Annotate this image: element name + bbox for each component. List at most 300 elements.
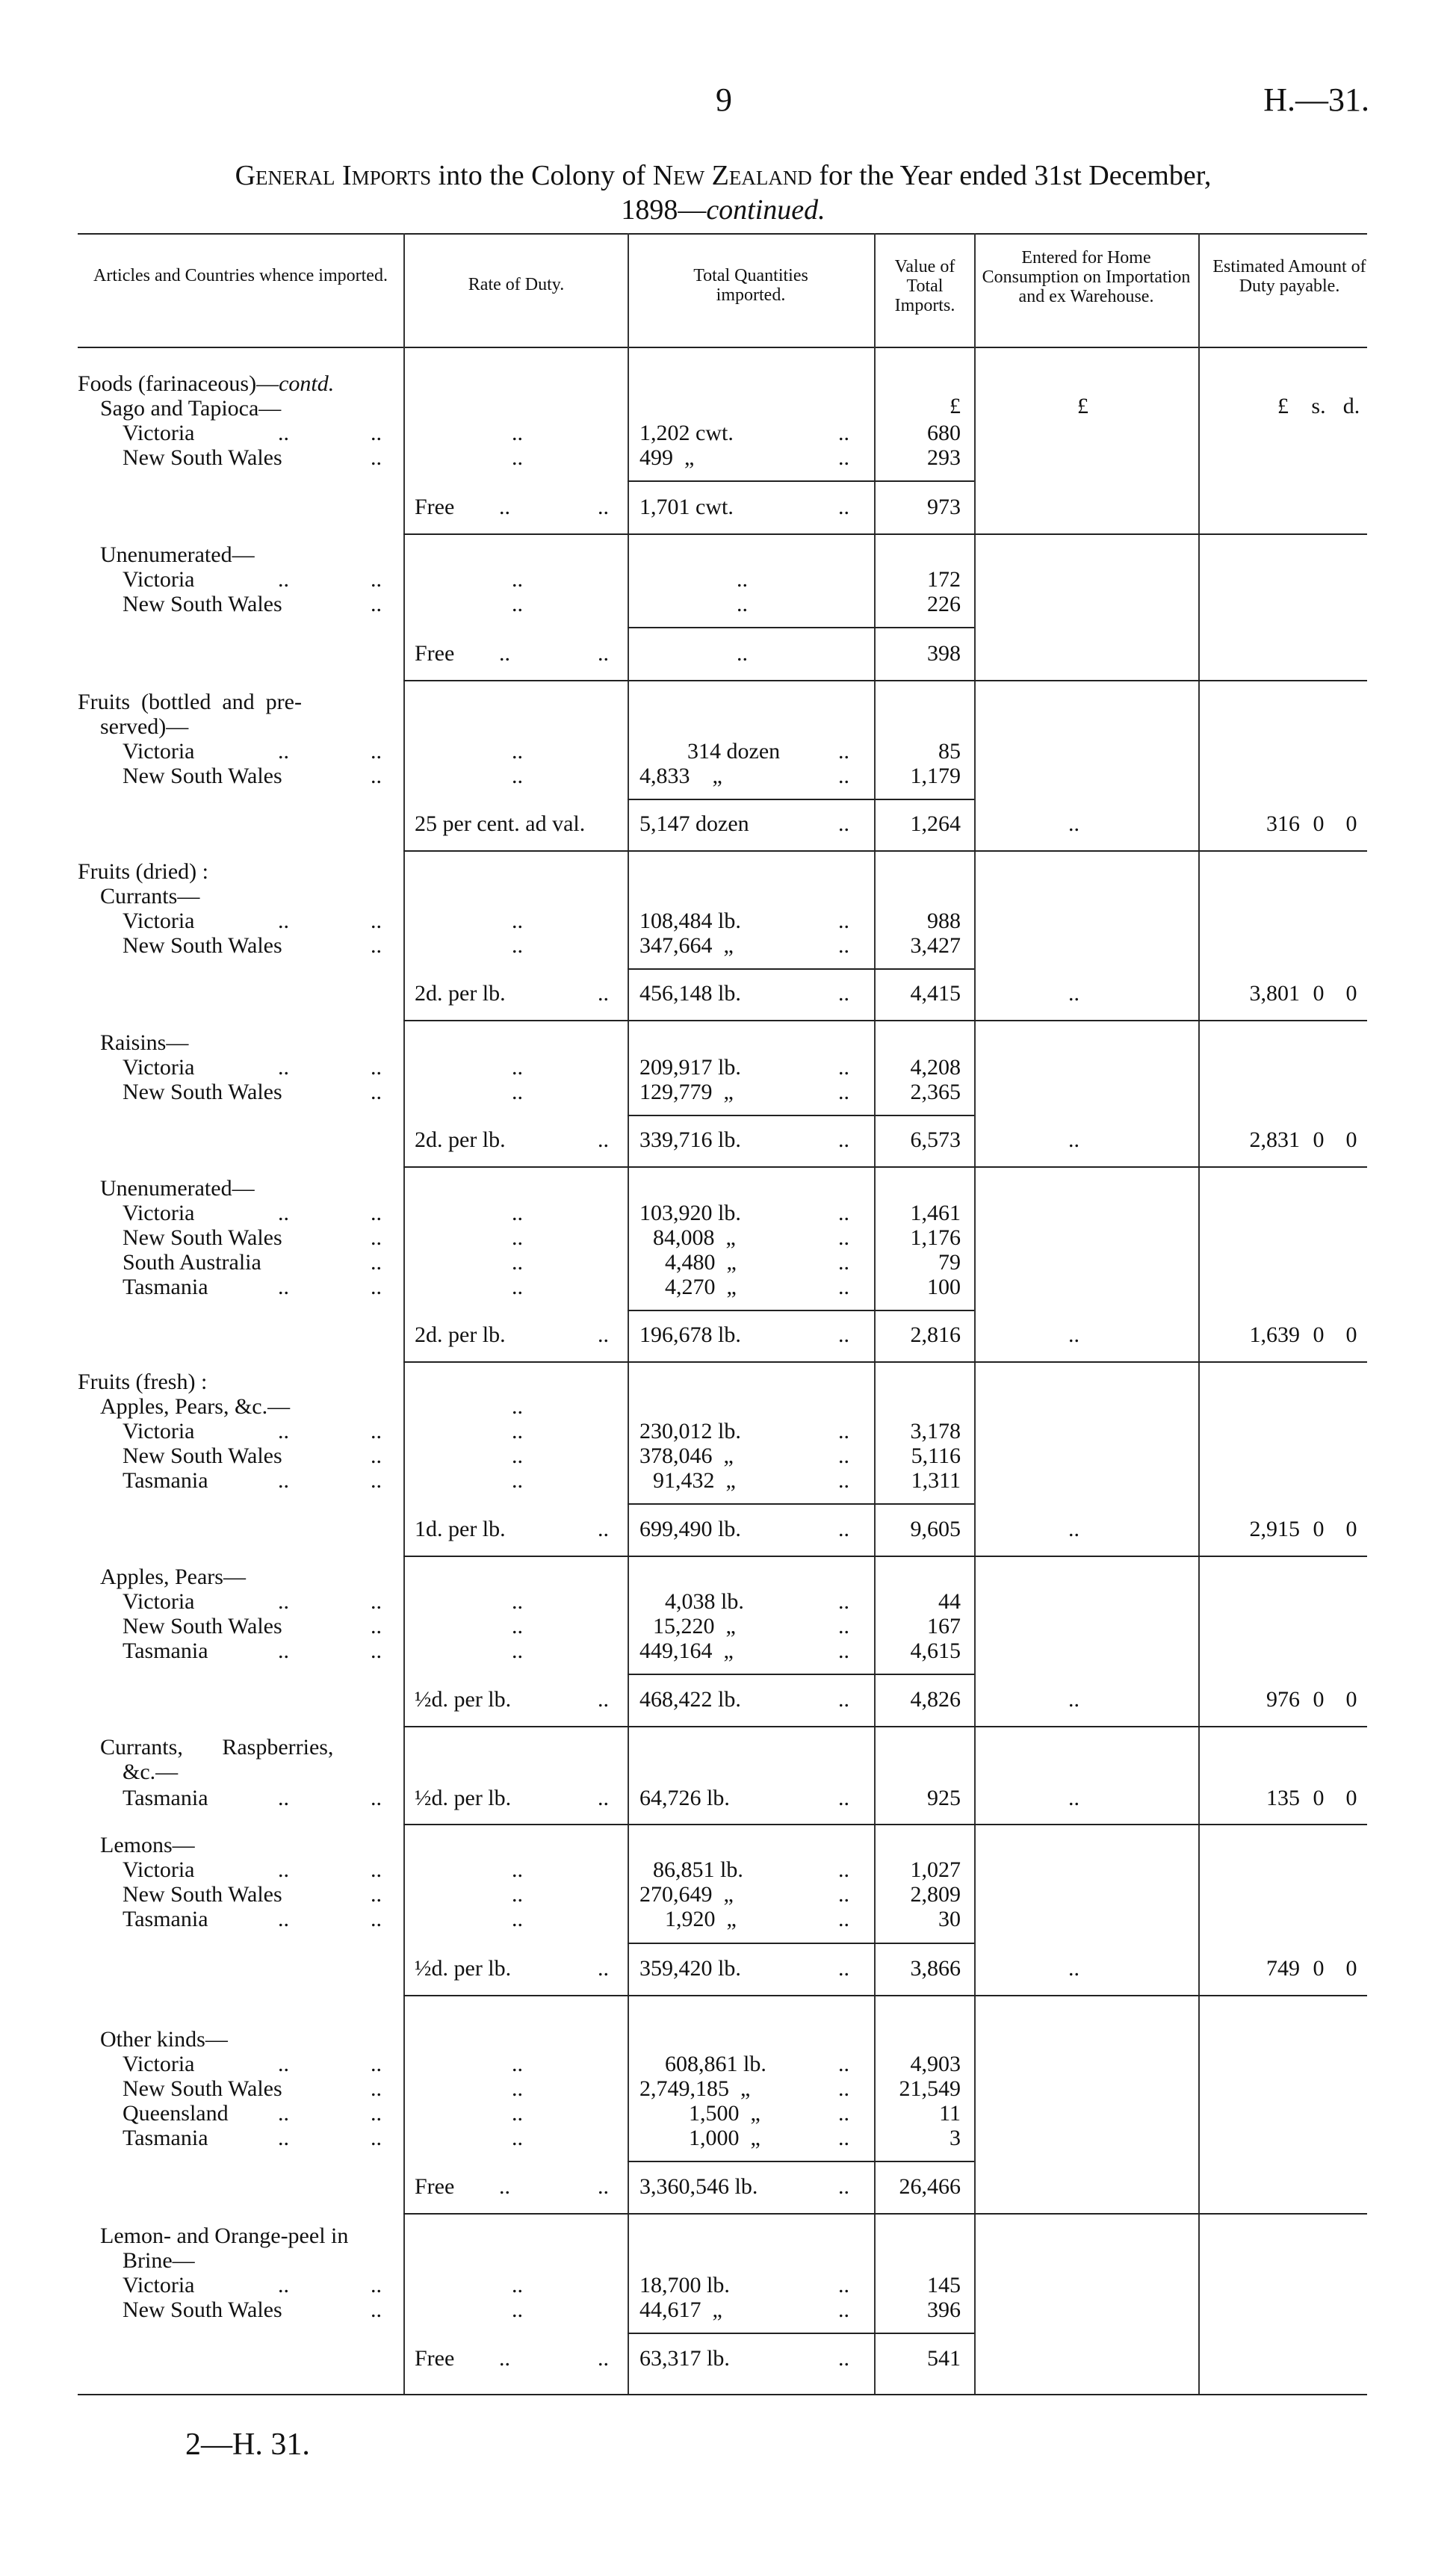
- table-row: [0, 1443, 1456, 1468]
- cell-text: 84,008 „: [653, 1225, 736, 1250]
- cell-text: 1,000 „: [689, 2126, 760, 2150]
- cell-text: ..: [371, 933, 382, 958]
- table-row: [0, 592, 1456, 616]
- cell-text: 976: [1266, 1687, 1300, 1712]
- cell-text: ..: [512, 1275, 523, 1299]
- total-row: [0, 641, 1456, 666]
- cell-text: ..: [598, 981, 609, 1006]
- cell-text: ..: [598, 2346, 609, 2371]
- cell-text: 0: [1313, 1786, 1325, 1810]
- cell-text: ..: [371, 2052, 382, 2076]
- cell-text: ..: [838, 1055, 849, 1080]
- cell-text: New South Wales: [123, 1443, 282, 1468]
- cell-text: ..: [371, 1250, 382, 1275]
- cell-text: ..: [371, 764, 382, 788]
- cell-text: 314 dozen: [687, 739, 781, 764]
- cell-text: ..: [278, 2052, 289, 2076]
- cell-text: 0: [1313, 811, 1325, 836]
- cell-text: ..: [838, 1614, 849, 1638]
- cell-text: Tasmania: [123, 1907, 208, 1931]
- cell-text: New South Wales: [123, 592, 282, 616]
- cell-text: ..: [512, 567, 523, 592]
- total-row: [0, 1127, 1456, 1152]
- cell-text: 1,639: [1249, 1322, 1300, 1347]
- pence-unit: d.: [1342, 394, 1360, 418]
- header-quantity: Total Quantities imported.: [693, 266, 808, 305]
- cell-text: 378,046 „: [639, 1443, 734, 1468]
- cell-text: 680: [927, 421, 961, 445]
- total-row: [0, 981, 1456, 1006]
- cell-text: ..: [512, 2101, 523, 2126]
- cell-text: 15,220 „: [653, 1614, 736, 1638]
- cell-text: ..: [278, 1201, 289, 1225]
- cell-text: 79: [938, 1250, 961, 1275]
- cell-text: ..: [499, 2174, 510, 2199]
- cell-text: ..: [838, 445, 849, 470]
- cell-text: 973: [927, 495, 961, 519]
- cell-text: 103,920 lb.: [639, 1201, 741, 1225]
- cell-text: ..: [499, 2346, 510, 2371]
- table-row: [0, 421, 1456, 445]
- cell-text: ..: [371, 445, 382, 470]
- cell-text: ..: [278, 1468, 289, 1493]
- cell-text: 2,831: [1249, 1127, 1300, 1152]
- cell-text: ..: [371, 2076, 382, 2101]
- cell-text: ..: [512, 909, 523, 933]
- cell-text: ..: [838, 2297, 849, 2322]
- table-row: [0, 2052, 1456, 2076]
- cell-text: ..: [1068, 1956, 1079, 1981]
- subtotal-rule: [628, 799, 974, 800]
- pounds-unit: £: [1277, 394, 1289, 418]
- table-bottom-rule: [78, 2394, 1367, 2395]
- cell-text: 1,202 cwt.: [639, 421, 734, 445]
- cell-text: contd.: [279, 371, 335, 396]
- cell-text: ..: [838, 1201, 849, 1225]
- group-rule: [403, 1726, 1367, 1727]
- cell-text: ..: [598, 1956, 609, 1981]
- cell-text: ..: [371, 909, 382, 933]
- cell-text: Victoria: [123, 1055, 195, 1080]
- cell-text: 4,208: [910, 1055, 961, 1080]
- group-rule: [403, 2213, 1367, 2215]
- cell-text: ..: [278, 2126, 289, 2150]
- cell-text: ..: [1068, 1517, 1079, 1541]
- cell-text: New South Wales: [123, 933, 282, 958]
- cell-text: Unenumerated—: [100, 542, 255, 567]
- cell-text: ..: [512, 445, 523, 470]
- cell-text: ..: [838, 1322, 849, 1347]
- cell-text: ..: [598, 1786, 609, 1810]
- cell-text: ..: [737, 641, 748, 666]
- cell-text: ..: [512, 1589, 523, 1614]
- cell-text: Free: [415, 641, 455, 666]
- cell-text: ..: [1068, 981, 1079, 1006]
- table-row: [0, 1614, 1456, 1638]
- cell-text: ..: [512, 933, 523, 958]
- cell-text: ..: [838, 1419, 849, 1443]
- subheading: [0, 542, 1456, 567]
- cell-text: 468,422 lb.: [639, 1687, 741, 1712]
- cell-text: ..: [598, 495, 609, 519]
- total-row: [0, 811, 1456, 836]
- cell-text: ..: [838, 933, 849, 958]
- cell-text: New South Wales: [123, 764, 282, 788]
- title-lead: General Imports: [235, 160, 432, 191]
- cell-text: 6,573: [910, 1127, 961, 1152]
- cell-text: 1,264: [910, 811, 961, 836]
- cell-text: ..: [278, 909, 289, 933]
- subtotal-rule: [628, 1503, 974, 1505]
- table-row: [0, 739, 1456, 764]
- cell-text: 5,147 dozen: [639, 811, 749, 836]
- cell-text: ..: [598, 1687, 609, 1712]
- subheading: [0, 1565, 1456, 1589]
- cell-text: 0: [1313, 1687, 1325, 1712]
- subtotal-rule: [628, 968, 974, 970]
- cell-text: 85: [938, 739, 961, 764]
- cell-text: 4,615: [910, 1638, 961, 1663]
- cell-text: ..: [838, 2101, 849, 2126]
- cell-text: 3,178: [910, 1419, 961, 1443]
- subtotal-rule: [628, 1943, 974, 1944]
- cell-text: ..: [598, 1322, 609, 1347]
- cell-text: ..: [371, 1468, 382, 1493]
- cell-text: ..: [838, 2346, 849, 2371]
- cell-text: ..: [512, 2297, 523, 2322]
- cell-text: 4,270 „: [665, 1275, 737, 1299]
- cell-text: 0: [1345, 1517, 1357, 1541]
- cell-text: ..: [371, 1080, 382, 1104]
- cell-text: ..: [838, 1589, 849, 1614]
- subtotal-rule: [628, 2161, 974, 2162]
- cell-text: ..: [278, 2273, 289, 2297]
- cell-text: 3,427: [910, 933, 961, 958]
- cell-text: 316: [1266, 811, 1300, 836]
- cell-text: 135: [1266, 1786, 1300, 1810]
- cell-text: Tasmania: [123, 1275, 208, 1299]
- cell-text: 44: [938, 1589, 961, 1614]
- cell-text: ..: [838, 1907, 849, 1931]
- cell-text: 2,816: [910, 1322, 961, 1347]
- cell-text: ..: [1068, 811, 1079, 836]
- cell-text: New South Wales: [123, 2297, 282, 2322]
- cell-text: ..: [278, 1275, 289, 1299]
- cell-text: ..: [838, 1443, 849, 1468]
- table-row: [0, 1468, 1456, 1493]
- subheading: [0, 1394, 1456, 1419]
- cell-text: 0: [1345, 1322, 1357, 1347]
- cell-text: South Australia: [123, 1250, 261, 1275]
- cell-text: 63,317 lb.: [639, 2346, 730, 2371]
- group-rule: [403, 1824, 1367, 1825]
- cell-text: 86,851 lb.: [653, 1857, 743, 1882]
- group-rule: [403, 1166, 1367, 1168]
- cell-text: 196,678 lb.: [639, 1322, 741, 1347]
- subtotal-rule: [628, 1310, 974, 1311]
- cell-text: ..: [838, 2126, 849, 2150]
- cell-text: 925: [927, 1786, 961, 1810]
- cell-text: ..: [598, 1517, 609, 1541]
- cell-text: Fruits (fresh) :: [78, 1370, 208, 1394]
- cell-text: ..: [371, 1882, 382, 1907]
- cell-text: ..: [371, 1907, 382, 1931]
- cell-text: ..: [838, 1857, 849, 1882]
- cell-text: ½d. per lb.: [415, 1687, 512, 1712]
- header-bottom-rule: [78, 347, 1367, 348]
- cell-text: 172: [927, 567, 961, 592]
- cell-text: 21,549: [899, 2076, 961, 2101]
- cell-text: ..: [512, 1857, 523, 1882]
- cell-text: ..: [371, 592, 382, 616]
- header-rate: Rate of Duty.: [468, 275, 565, 294]
- table-row: [0, 1201, 1456, 1225]
- cell-text: 5,116: [911, 1443, 961, 1468]
- cell-text: Tasmania: [123, 1638, 208, 1663]
- table-row: [0, 1907, 1456, 1931]
- cell-text: 1,311: [911, 1468, 961, 1493]
- cell-text: ..: [278, 1589, 289, 1614]
- cell-text: 3,801: [1249, 981, 1300, 1006]
- cell-text: ..: [838, 1956, 849, 1981]
- cell-text: 0: [1345, 981, 1357, 1006]
- subtotal-rule: [628, 1115, 974, 1116]
- cell-text: 699,490 lb.: [639, 1517, 741, 1541]
- cell-text: ..: [838, 1638, 849, 1663]
- subheading: [0, 2223, 1456, 2248]
- cell-text: ..: [512, 1907, 523, 1931]
- cell-text: 456,148 lb.: [639, 981, 741, 1006]
- subheading: [0, 1833, 1456, 1857]
- cell-text: 2,809: [910, 1882, 961, 1907]
- cell-text: ..: [838, 981, 849, 1006]
- cell-text: ..: [1068, 1786, 1079, 1810]
- group-rule: [403, 1020, 1367, 1021]
- group-rule: [403, 533, 1367, 535]
- cell-text: 3,360,546 lb.: [639, 2174, 758, 2199]
- cell-text: New South Wales: [123, 1225, 282, 1250]
- cell-text: 9,605: [910, 1517, 961, 1541]
- cell-text: 3: [950, 2126, 961, 2150]
- footer-reference: 2—H. 31.: [185, 2427, 310, 2462]
- total-row: [0, 1786, 1456, 1810]
- cell-text: 499 „: [639, 445, 695, 470]
- table-row: [0, 764, 1456, 788]
- shillings-unit: s.: [1311, 394, 1326, 418]
- cell-text: 2d. per lb.: [415, 1127, 506, 1152]
- cell-text: Victoria: [123, 1857, 195, 1882]
- cell-text: 270,649 „: [639, 1882, 734, 1907]
- cell-text: ..: [838, 1882, 849, 1907]
- cell-text: 988: [927, 909, 961, 933]
- total-row: [0, 1956, 1456, 1981]
- cell-text: 749: [1266, 1956, 1300, 1981]
- table-row: [0, 1419, 1456, 1443]
- cell-text: ..: [598, 641, 609, 666]
- cell-text: ..: [838, 2273, 849, 2297]
- header-articles: Articles and Countries whence imported.: [93, 266, 388, 285]
- cell-text: 25 per cent. ad val.: [415, 811, 586, 836]
- cell-text: 2d. per lb.: [415, 981, 506, 1006]
- cell-text: 1,027: [910, 1857, 961, 1882]
- table-row: [0, 933, 1456, 958]
- cell-text: Currants—: [100, 884, 200, 909]
- cell-text: ..: [512, 2052, 523, 2076]
- cell-text: Victoria: [123, 1589, 195, 1614]
- cell-text: 2,365: [910, 1080, 961, 1104]
- cell-text: ..: [278, 2101, 289, 2126]
- cell-text: 100: [927, 1275, 961, 1299]
- table-row: [0, 2126, 1456, 2150]
- cell-text: Apples, Pears—: [100, 1565, 246, 1589]
- cell-text: 359,420 lb.: [639, 1956, 741, 1981]
- cell-text: ..: [838, 1786, 849, 1810]
- cell-text: ½d. per lb.: [415, 1786, 512, 1810]
- cell-text: ..: [371, 1786, 382, 1810]
- cell-text: 91,432 „: [653, 1468, 736, 1493]
- subtotal-rule: [628, 480, 974, 482]
- cell-text: ..: [278, 1907, 289, 1931]
- cell-text: Foods (farinaceous)—: [78, 371, 279, 396]
- cell-text: Free: [415, 495, 455, 519]
- cell-text: ..: [512, 1080, 523, 1104]
- cell-text: ..: [512, 592, 523, 616]
- cell-text: ..: [278, 1419, 289, 1443]
- cell-text: 4,480 „: [665, 1250, 737, 1275]
- cell-text: Victoria: [123, 2273, 195, 2297]
- cell-text: ..: [371, 1857, 382, 1882]
- cell-text: New South Wales: [123, 1882, 282, 1907]
- cell-text: ..: [838, 1687, 849, 1712]
- table-row: [0, 445, 1456, 470]
- table-row: [0, 1275, 1456, 1299]
- cell-text: ..: [838, 2174, 849, 2199]
- cell-text: ..: [512, 421, 523, 445]
- table-row: [0, 1882, 1456, 1907]
- cell-text: ..: [838, 1517, 849, 1541]
- header-duty: Estimated Amount of Duty payable.: [1212, 257, 1366, 296]
- cell-text: ..: [838, 495, 849, 519]
- cell-text: ..: [512, 1638, 523, 1663]
- title-continued: continued.: [706, 194, 825, 226]
- cell-text: ..: [512, 764, 523, 788]
- cell-text: ..: [278, 1055, 289, 1080]
- group-rule: [403, 680, 1367, 681]
- table-row: [0, 1080, 1456, 1104]
- cell-text: ..: [371, 1614, 382, 1638]
- subtotal-rule: [628, 627, 974, 628]
- cell-text: 0: [1345, 1127, 1357, 1152]
- cell-text: Queensland: [123, 2101, 229, 2126]
- cell-text: Tasmania: [123, 1468, 208, 1493]
- cell-text: New South Wales: [123, 445, 282, 470]
- title-tail: for the Year ended 31st December,: [819, 160, 1212, 191]
- cell-text: ..: [278, 567, 289, 592]
- cell-text: ..: [512, 1468, 523, 1493]
- cell-text: 11: [939, 2101, 961, 2126]
- subheading: [0, 2027, 1456, 2052]
- cell-text: 1d. per lb.: [415, 1517, 506, 1541]
- total-row: [0, 2346, 1456, 2371]
- cell-text: Unenumerated—: [100, 1176, 255, 1201]
- cell-text: ..: [512, 1419, 523, 1443]
- cell-text: ..: [838, 764, 849, 788]
- subheading: [0, 1735, 1456, 1760]
- cell-text: ..: [838, 1275, 849, 1299]
- cell-text: 108,484 lb.: [639, 909, 741, 933]
- section-heading: [0, 690, 1456, 714]
- cell-text: 0: [1345, 1786, 1357, 1810]
- section-heading-text: [78, 371, 391, 396]
- cell-text: 0: [1313, 981, 1325, 1006]
- total-row: [0, 1517, 1456, 1541]
- cell-text: ½d. per lb.: [415, 1956, 512, 1981]
- cell-text: ..: [1068, 1127, 1079, 1152]
- title-mid: into the Colony of: [438, 160, 646, 191]
- cell-text: 0: [1313, 1517, 1325, 1541]
- cell-text: ..: [598, 2174, 609, 2199]
- subheading: [0, 396, 1456, 421]
- cell-text: ..: [737, 592, 748, 616]
- cell-text: ..: [371, 739, 382, 764]
- cell-text: 4,826: [910, 1687, 961, 1712]
- cell-text: ..: [278, 1638, 289, 1663]
- cell-text: 2,915: [1249, 1517, 1300, 1541]
- cell-text: 3,866: [910, 1956, 961, 1981]
- cell-text: Victoria: [123, 2052, 195, 2076]
- cell-text: ..: [512, 2076, 523, 2101]
- section-heading: [0, 1370, 1456, 1394]
- total-row: [0, 1687, 1456, 1712]
- cell-text: 226: [927, 592, 961, 616]
- table-row: [0, 2297, 1456, 2322]
- cell-text: Fruits (dried) :: [78, 859, 208, 884]
- group-rule: [403, 1995, 1367, 1996]
- table-row: [0, 2101, 1456, 2126]
- cell-text: ..: [838, 2052, 849, 2076]
- cell-text: 1,500 „: [689, 2101, 760, 2126]
- subheading: [0, 884, 1456, 909]
- cell-text: ..: [371, 2273, 382, 2297]
- cell-text: ..: [371, 421, 382, 445]
- cell-text: Victoria: [123, 909, 195, 933]
- cell-text: 0: [1345, 1956, 1357, 1981]
- group-rule: [403, 1556, 1367, 1557]
- cell-text: 0: [1313, 1322, 1325, 1347]
- cell-text: Victoria: [123, 567, 195, 592]
- cell-text: ..: [371, 1419, 382, 1443]
- cell-text: ..: [371, 1638, 382, 1663]
- cell-text: 4,415: [910, 981, 961, 1006]
- cell-text: ..: [838, 739, 849, 764]
- cell-text: ..: [838, 1225, 849, 1250]
- table-row: [0, 1225, 1456, 1250]
- cell-text: 44,617 „: [639, 2297, 722, 2322]
- cell-text: ..: [278, 1786, 289, 1810]
- cell-text: ..: [499, 641, 510, 666]
- cell-text: 4,038 lb.: [665, 1589, 744, 1614]
- cell-text: Lemons—: [100, 1833, 195, 1857]
- cell-text: ..: [512, 2273, 523, 2297]
- cell-text: Victoria: [123, 1201, 195, 1225]
- value-unit: £: [950, 394, 961, 418]
- group-rule: [403, 850, 1367, 852]
- table-top-rule: [78, 233, 1367, 235]
- cell-text: ..: [512, 1882, 523, 1907]
- cell-text: ..: [512, 1443, 523, 1468]
- cell-text: ..: [499, 495, 510, 519]
- cell-text: 608,861 lb.: [665, 2052, 766, 2076]
